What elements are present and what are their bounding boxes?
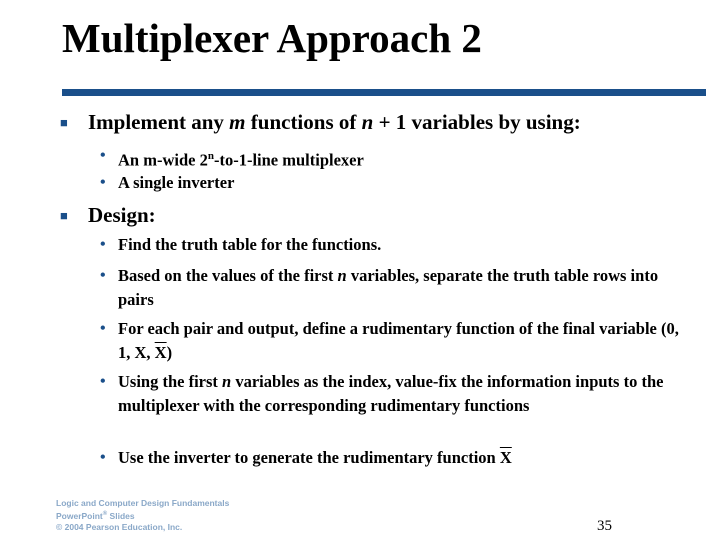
bullet-1-text: Implement any m functions of n + 1 variables by using: (88, 110, 581, 134)
bullet-2-sub-3: • For each pair and output, define a rudimentary function of the final variable (0, 1, X, $\overline{X}$) (100, 319, 679, 362)
bullet-1-sub-1: • An m-wide 2$^n$-to-1-line multiplexer (100, 144, 680, 173)
round-bullet-icon: • (100, 147, 106, 164)
round-bullet-icon: • (100, 373, 106, 390)
round-bullet-icon: • (100, 174, 106, 191)
square-bullet-icon: ■ (60, 208, 68, 223)
square-bullet-icon: ■ (60, 115, 68, 130)
bullet-2-sub-1: • Find the truth table for the functions. (100, 233, 680, 257)
bullet-1-sub-2: • A single inverter (100, 171, 680, 195)
bullet-2-sub-5: • Use the inverter to generate the rudimentary function $\overline{X}$ (100, 446, 680, 470)
slide-title: Multiplexer Approach 2 (62, 15, 482, 61)
round-bullet-icon: • (100, 320, 106, 337)
page-number: 35 (597, 518, 612, 534)
footer-credits: Logic and Computer Design Fundamentals PowerPoint® Slides © 2004 Pearson Education, Inc. (56, 498, 230, 532)
round-bullet-icon: • (100, 267, 106, 284)
x-complement: $\overline{X}$ (499, 448, 512, 467)
title-divider (62, 89, 706, 96)
bullet-2-sub-4: • Using the first n variables as the index, value-fix the information inputs to the multiplexer with the corresponding rudimentary functions (100, 372, 664, 415)
x-complement: $\overline{X}$ (154, 343, 167, 362)
bullet-2-sub-2: • Based on the values of the first n variables, separate the truth table rows into pairs (100, 266, 659, 309)
round-bullet-icon: • (100, 449, 106, 466)
round-bullet-icon: • (100, 236, 106, 253)
